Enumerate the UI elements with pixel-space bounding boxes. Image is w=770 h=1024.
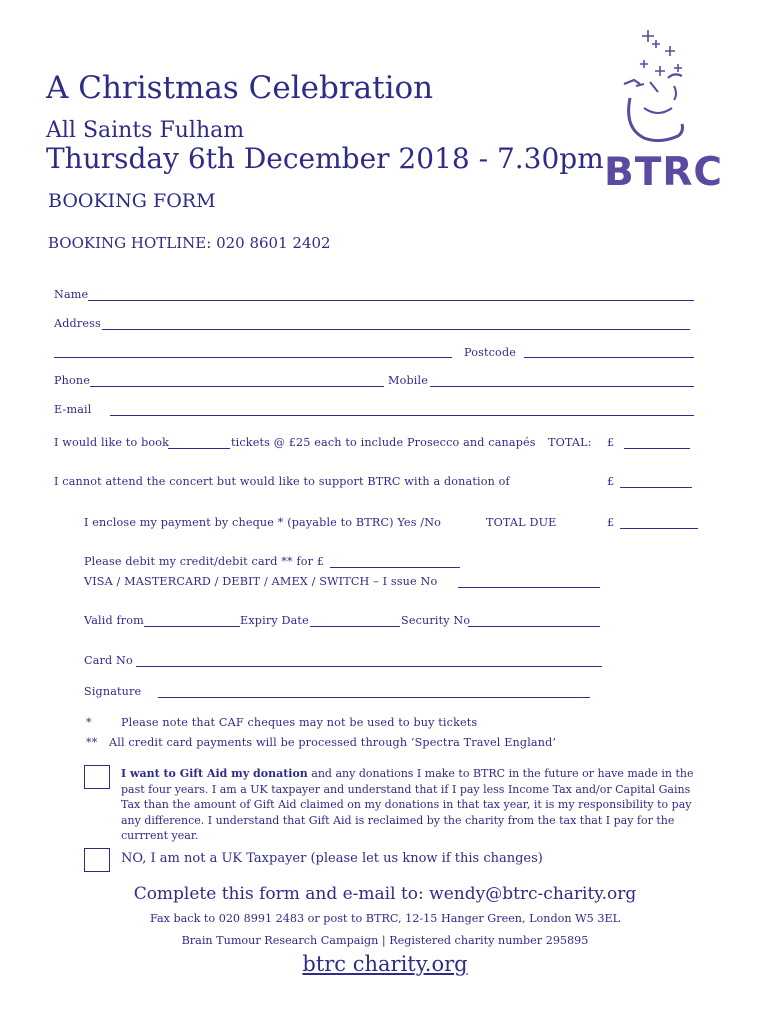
card-processing-note: All credit card payments will be processed through ‘Spectra Travel England’ [109,736,557,749]
debit-amount-field[interactable] [330,567,460,568]
note1-mark: * [86,716,92,729]
website-link[interactable]: btrc charity.org [302,952,468,976]
gift-aid-checkbox[interactable] [84,765,110,789]
issue-no-field[interactable] [458,587,600,588]
page-title: A Christmas Celebration [46,70,434,106]
charity-registration: Brain Tumour Research Campaign | Registered charity number 295895 [181,934,589,947]
fax-post-instruction: Fax back to 020 8991 2483 or post to BTRC, 12-15 Hanger Green, London W5 3EL [149,912,621,925]
postcode-field[interactable] [524,357,694,358]
postcode-label: Postcode [464,346,517,359]
card-no-label: Card No [84,654,133,667]
gift-aid-heading: I want to Gift Aid my donation [121,767,308,780]
valid-from-label: Valid from [84,614,144,627]
venue: All Saints Fulham [46,118,245,143]
book-label: I would like to book [54,436,170,449]
signature-field[interactable] [158,697,590,698]
card-types-label: VISA / MASTERCARD / DEBIT / AMEX / SWITCH – I ssue No [84,575,438,588]
gift-aid-declaration [121,766,701,844]
phone-field[interactable] [90,386,384,387]
donation-field[interactable] [620,487,692,488]
donation-pound-sign: £ [607,475,615,488]
not-taxpayer-checkbox[interactable] [84,848,110,872]
signature-label: Signature [84,685,142,698]
total-label: TOTAL: [548,436,592,449]
donation-label: I cannot attend the concert but would like to support BTRC with a donation of [54,475,510,488]
caf-note: Please note that CAF cheques may not be used to buy tickets [121,716,478,729]
expiry-field[interactable] [310,626,400,627]
email-label: E-mail [54,403,92,416]
gift-aid-text: and any donations I make to BTRC in the future or have made in the past four years. I am a UK taxpayer and understand that if I pay less Income Tax and/or Capital Gains Tax than the amount of Gift Aid claimed on my donations in that tax year, it is my responsibility to pay any difference. I understand that Gift Aid is reclaimed by the charity from the tax that I pay for the currrent year. [121,767,694,842]
phone-label: Phone [54,374,91,387]
name-label: Name [54,288,89,301]
pound-sign: £ [607,436,615,449]
not-taxpayer-label: NO, I am not a UK Taxpayer (please let us know if this changes) [121,851,543,866]
mobile-label: Mobile [388,374,429,387]
name-field[interactable] [88,300,694,301]
mobile-field[interactable] [430,386,694,387]
event-date: Thursday 6th December 2018 - 7.30pm [46,142,604,175]
logo-text: BTRC [604,150,723,195]
total-field[interactable] [624,448,690,449]
tickets-quantity-field[interactable] [168,448,230,449]
total-due-field[interactable] [620,528,698,529]
tickets-price-label: tickets @ £25 each to include Prosecco and canapés [231,436,536,449]
security-label: Security No [401,614,471,627]
card-no-field[interactable] [136,666,602,667]
email-field[interactable] [110,415,694,416]
total-due-label: TOTAL DUE [486,516,557,529]
stars-head-icon [624,30,683,141]
booking-hotline: BOOKING HOTLINE: 020 8601 2402 [48,234,331,252]
total-due-pound-sign: £ [607,516,615,529]
security-field[interactable] [468,626,600,627]
form-heading: BOOKING FORM [48,190,216,212]
debit-label: Please debit my credit/debit card ** for £ [84,555,325,568]
valid-from-field[interactable] [144,626,240,627]
email-instruction: Complete this form and e-mail to: wendy@btrc-charity.org [133,884,637,904]
address-field[interactable] [102,329,690,330]
cheque-label: I enclose my payment by cheque * (payable to BTRC) Yes /No [84,516,442,529]
address-line-2-field[interactable] [54,357,452,358]
expiry-label: Expiry Date [240,614,309,627]
note2-mark: ** [86,736,98,749]
address-label: Address [54,317,101,330]
